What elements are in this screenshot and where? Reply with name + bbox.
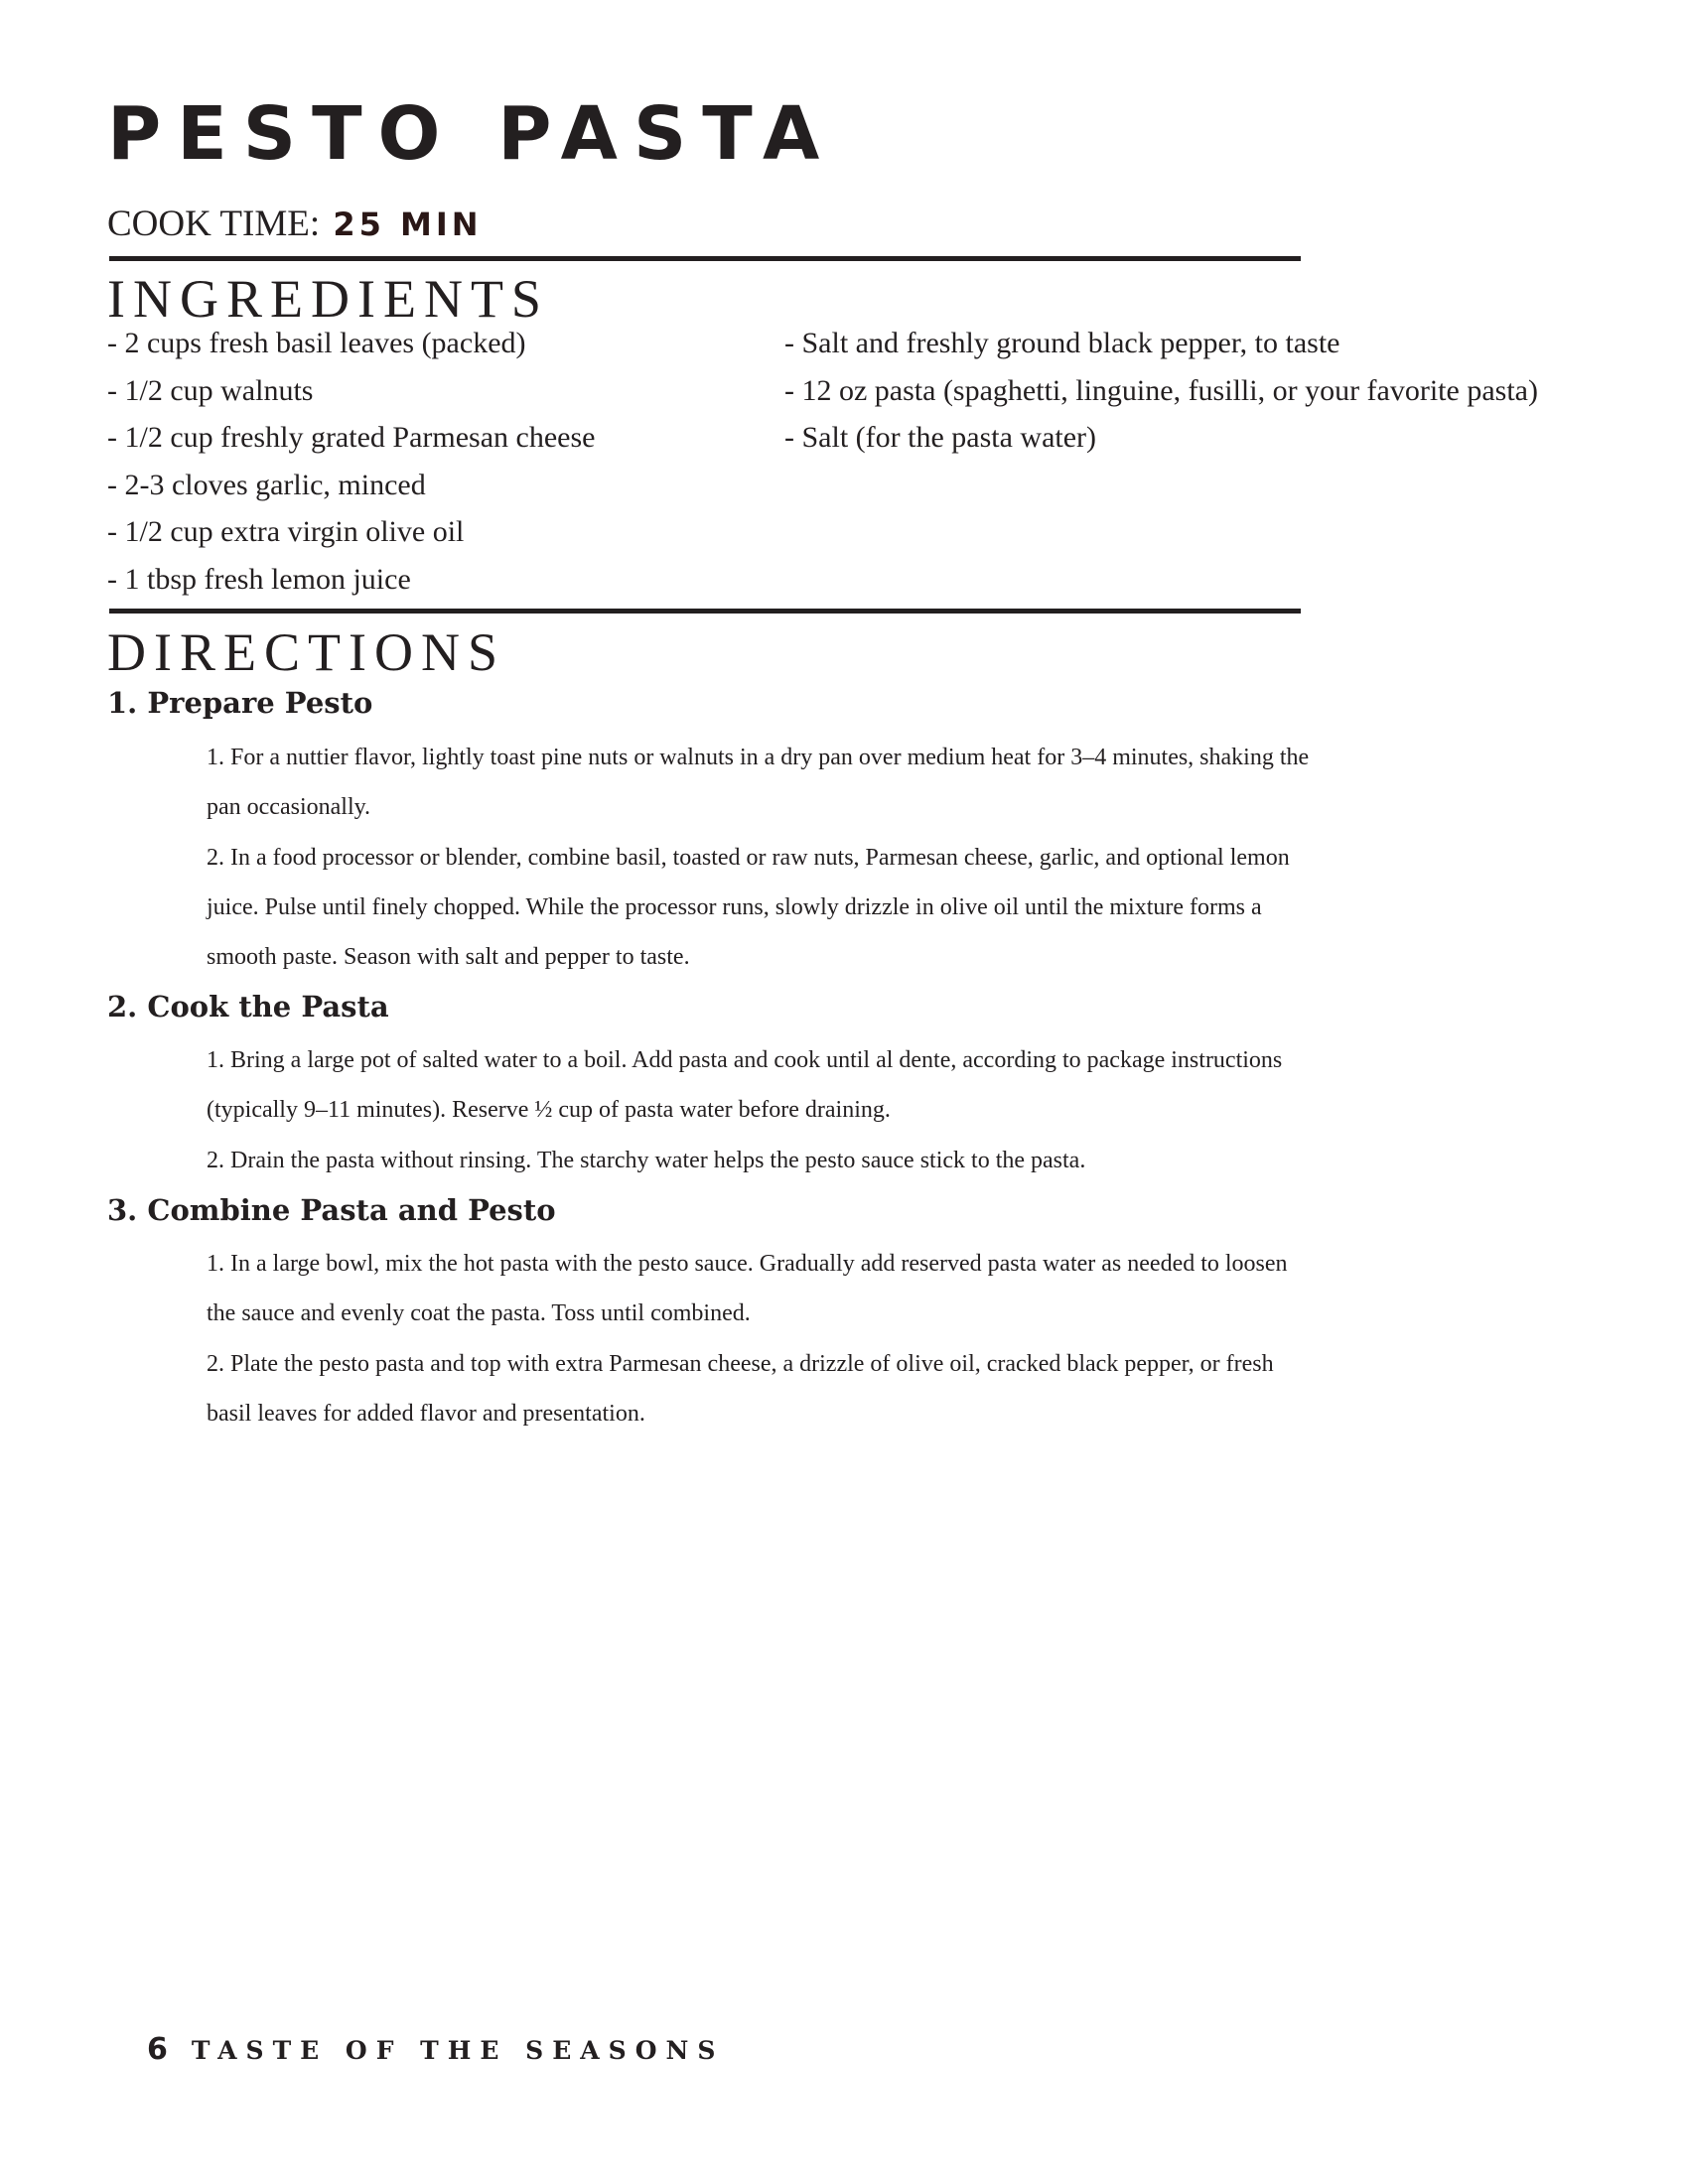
ingredient-item: - 1/2 cup freshly grated Parmesan cheese xyxy=(107,421,596,454)
ingredients-list-right xyxy=(784,320,1538,462)
ingredient-item: - 2-3 cloves garlic, minced xyxy=(107,468,426,501)
ingredient-item: - Salt (for the pasta water) xyxy=(784,421,1097,454)
step-paragraph: 1. Bring a large pot of salted water to a boil. Add pasta and cook until al dente, according to package instructions (typically 9–11 minutes). Reserve ½ cup of pasta water before draining. xyxy=(207,1047,1283,1124)
ingredient-item: - Salt and freshly ground black pepper, to taste xyxy=(784,327,1340,359)
ingredient-item: - 2 cups fresh basil leaves (packed) xyxy=(107,327,526,359)
directions-heading: DIRECTIONS xyxy=(107,622,505,682)
cook-time xyxy=(107,205,483,242)
ingredients-list-left xyxy=(107,320,595,603)
recipe-title: PESTO PASTA xyxy=(107,91,836,177)
step-body-combine xyxy=(207,1239,1319,1438)
step-heading-combine: 3. Combine Pasta and Pesto xyxy=(107,1193,556,1227)
step-body-prepare-pesto xyxy=(207,733,1319,982)
ingredient-item: - 12 oz pasta (spaghetti, linguine, fusilli, or your favorite pasta) xyxy=(784,373,1538,407)
ingredient-item: - 1/2 cup walnuts xyxy=(107,373,314,407)
divider-top xyxy=(109,256,1301,261)
ingredient-item: - 1/2 cup extra virgin olive oil xyxy=(107,515,465,548)
step-paragraph: 1. In a large bowl, mix the hot pasta with the pesto sauce. Gradually add reserved pasta water as needed to loosen the sauce and evenly coat the pasta. Toss until combined. xyxy=(207,1251,1288,1327)
book-title: TASTE OF THE SEASONS xyxy=(191,2036,725,2065)
page-footer xyxy=(147,2032,725,2067)
step-heading-prepare-pesto: 1. Prepare Pesto xyxy=(107,686,373,720)
cook-time-value: 25 MIN xyxy=(333,205,483,243)
divider-middle xyxy=(109,609,1301,614)
ingredient-item: - 1 tbsp fresh lemon juice xyxy=(107,562,411,596)
step-paragraph: 2. Drain the pasta without rinsing. The starchy water helps the pesto sauce stick to the pasta. xyxy=(207,1147,1086,1173)
step-heading-cook-pasta: 2. Cook the Pasta xyxy=(107,990,389,1024)
step-paragraph: 1. For a nuttier flavor, lightly toast pine nuts or walnuts in a dry pan over medium heat for 3–4 minutes, shaking the pan occasionally. xyxy=(207,745,1310,821)
step-body-cook-pasta xyxy=(207,1035,1319,1185)
ingredients-heading: INGREDIENTS xyxy=(107,269,549,329)
cook-time-label: COOK TIME: xyxy=(107,204,321,244)
step-paragraph: 2. Plate the pesto pasta and top with extra Parmesan cheese, a drizzle of olive oil, cracked black pepper, or fresh basil leaves for added flavor and presentation. xyxy=(207,1350,1274,1427)
step-paragraph: 2. In a food processor or blender, combine basil, toasted or raw nuts, Parmesan cheese, garlic, and optional lemon juice. Pulse until finely chopped. While the processor runs, slowly drizzle in olive oil until the mixture forms a smooth paste. Season with salt and pepper to taste. xyxy=(207,844,1290,971)
page-number: 6 xyxy=(147,2032,168,2067)
